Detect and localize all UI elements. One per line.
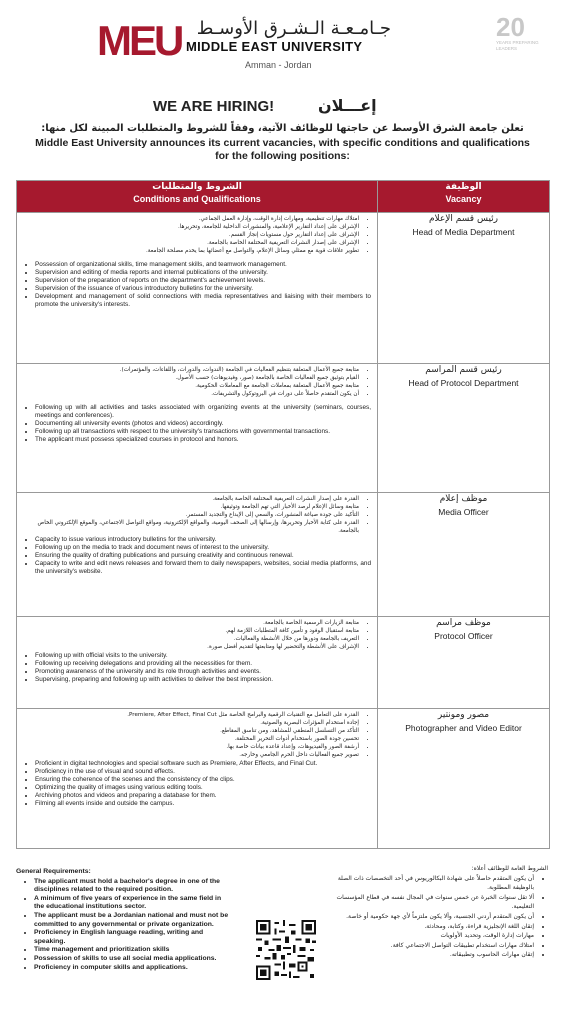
list-item: • الإشراف على إصدار النشرات التعريفية المختلفة الخاصة بالجامعة. — [23, 239, 359, 247]
conditions-header-ar: الشروط والمتطلبات — [152, 182, 242, 192]
list-item: • إتقان اللغة الإنجليزية قراءة، وكتابة، ومحادثة. — [330, 922, 534, 932]
vacancy-title-en: Head of Protocol Department — [408, 378, 519, 388]
list-item: • Capacity to write and edit news releases and forward them to daily newspapers, websites, social media platforms, and the university's website. — [35, 560, 371, 576]
list-item: • القدرة على كتابة الأخبار وتحريرها، وإرسالها إلى الصحف اليومية، والمواقع الإلكترونية، ومواقع التواصل الاجتماعي، والموقع الإلكتروني الخاص بالجامعة. — [23, 519, 359, 535]
vacancy-title-ar: موظف مراسم — [436, 618, 491, 628]
list-item: • Following up with official visits to the university. — [35, 652, 371, 660]
list-item: • القيام بتوثيق جميع الفعاليات الخاصة بالجامعة (صور، وفيديوهات) حسب الأصول. — [23, 374, 359, 382]
vacancy-title-ar: موظف إعلام — [439, 494, 488, 504]
vacancy-title-en: Media Officer — [438, 507, 489, 517]
conditions-cell — [17, 213, 378, 364]
list-item: • Supervision of the preparation of reports on the department's achievement levels. — [35, 277, 371, 285]
conditions-ar-list — [23, 711, 371, 759]
conditions-header-en: Conditions and Qualifications — [133, 194, 261, 204]
hiring-title — [0, 98, 565, 122]
list-item: • Proficiency in English language reading, writing and speaking. — [34, 929, 230, 946]
list-item: • Following up all transactions with respect to the university's transactions with governmental transactions. — [35, 428, 371, 436]
list-item: • إتقان مهارات الحاسوب وتطبيقاته. — [330, 950, 534, 960]
list-item: • The applicant must be a Jordanian national and must not be committed to any governmental or private organization. — [34, 912, 230, 929]
conditions-cell — [17, 617, 378, 709]
list-item: • إجادة استخدام المؤثرات البصرية والصوتية. — [23, 719, 359, 727]
list-item: • Documenting all university events (photos and videos) accordingly. — [35, 420, 371, 428]
list-item: • الإشراف على إعداد التقارير الإعلامية، والمنشورات الداخلية للجامعة، وتحريرها. — [23, 223, 359, 231]
vacancy-header-en: Vacancy — [445, 194, 482, 204]
table-row — [17, 709, 550, 849]
conditions-ar-list — [23, 215, 371, 255]
list-item: • Filming all events inside and outside the campus. — [35, 800, 371, 808]
vacancy-title-ar: مصور ومونتير — [437, 710, 490, 720]
list-item: • متابعة جميع الأعمال المتعلقة بتنظيم الفعاليات في الجامعة (الندوات، والدورات، واللقاءات، والمؤتمرات). — [23, 366, 359, 374]
list-item: • A minimum of five years of experience in the same field in the educational institutions sector. — [34, 895, 230, 912]
general-requirements — [0, 862, 565, 1024]
list-item: • متابعة استقبال الوفود و تأمين كافة المتطلبات اللازمة لهم. — [23, 627, 359, 635]
table-row — [17, 364, 550, 493]
university-location: Amman - Jordan — [245, 60, 312, 70]
list-item: • التأكد من التسلسل المنطقي للمشاهد، ومن تناسق المقاطع. — [23, 727, 359, 735]
list-item: • التأكيد على جودة صياغة المنشورات، والسعي إلى الإبداع والتجديد المستمر. — [23, 511, 359, 519]
vacancy-cell — [378, 617, 550, 709]
list-item: • أن يكون المتقدم حاصلاً على شهادة البكالوريوس في أحد التخصصات ذات الصلة بالوظيفة المطلوبة. — [330, 874, 534, 893]
list-item: • تصوير جميع الفعاليات داخل الحرم الجامعي وخارجه. — [23, 751, 359, 759]
intro-ar: تعلن جامعة الشرق الأوسط عن حاجتها للوظائف الآتية، وفقاً للشروط والمتطلبات المبينة لكل منها: — [41, 123, 524, 134]
list-item: • Ensuring the quality of drafting publications and pursuing creativity and continuous renewal. — [35, 552, 371, 560]
intro-en: Middle East University announces its current vacancies, with specific conditions and qualifications for the following positions: — [35, 137, 530, 162]
university-name-en: MIDDLE EAST UNIVERSITY — [186, 39, 363, 54]
vacancy-title-en: Head of Media Department — [412, 227, 515, 237]
table-row — [17, 493, 550, 617]
anniversary-logo — [496, 14, 548, 54]
list-item: • التعريف بالجامعة ودورها من خلال الأنشطة والفعاليات. — [23, 635, 359, 643]
requirements-en-list — [16, 878, 230, 973]
list-item: • أن يكون المتقدم حاصلاً على دورات في البروتوكول والتشريفات. — [23, 390, 359, 398]
list-item: • القدرة على إصدار النشرات التعريفية المختلفة الخاصة بالجامعة. — [23, 495, 359, 503]
list-item: • Time management and prioritization skills — [34, 946, 230, 955]
conditions-ar-list — [23, 619, 371, 651]
table-header-row — [17, 181, 550, 213]
general-requirements-en — [16, 868, 230, 972]
list-item: • Following up on the media to track and document news of interest to the university. — [35, 544, 371, 552]
list-item: • Capacity to issue various introductory bulletins for the university. — [35, 536, 371, 544]
table-row — [17, 213, 550, 364]
list-item: • Promoting awareness of the university and its role through activities and events. — [35, 668, 371, 676]
conditions-en-list — [23, 536, 371, 576]
table-row — [17, 617, 550, 709]
anniversary-number: 20 — [496, 12, 525, 42]
vacancy-title-en: Photographer and Video Editor — [405, 723, 522, 733]
conditions-cell — [17, 493, 378, 617]
header — [0, 0, 565, 86]
list-item: • Proficiency in computer skills and applications. — [34, 964, 230, 973]
list-item: • امتلاك مهارات استخدام تطبيقات التواصل الاجتماعي كافة. — [330, 941, 534, 951]
vacancy-header-ar: الوظيفة — [445, 182, 482, 192]
list-item: • الإشراف على إعداد التقارير حول مستويات إنجاز القسم. — [23, 231, 359, 239]
list-item: • ألا تقل سنوات الخبرة عن خمس سنوات في المجال نفسه في قطاع المؤسسات التعليمية. — [330, 893, 534, 912]
conditions-en-list — [23, 652, 371, 684]
vacancies-table — [16, 180, 550, 849]
requirements-ar-list — [330, 874, 548, 960]
list-item: • تطوير علاقات قوية مع ممثلي وسائل الإعلام، والتواصل مع أعضائها بما يخدم مصلحة الجامعة. — [23, 247, 359, 255]
vacancy-cell — [378, 213, 550, 364]
list-item: • متابعة جميع الأعمال المتعلقة بمعاملات الجامعة مع المعاملات الحكومية. — [23, 382, 359, 390]
conditions-ar-list — [23, 366, 371, 398]
conditions-cell — [17, 709, 378, 849]
conditions-en-list — [23, 760, 371, 808]
list-item: • Supervision of the issuance of various introductory bulletins for the university. — [35, 285, 371, 293]
list-item: • Development and management of solid connections with media representatives and liaising with their members to promote the university's interests. — [35, 293, 371, 309]
list-item: • Ensuring the coherence of the scenes and the consistency of the clips. — [35, 776, 371, 784]
conditions-header — [17, 181, 378, 213]
list-item: • Supervision and editing of media reports and internal publications of the university. — [35, 269, 371, 277]
list-item: • The applicant must hold a bachelor's degree in one of the disciplines related to the required position. — [34, 878, 230, 895]
vacancy-title-ar: رئيس قسم المراسم — [425, 365, 502, 375]
vacancy-title-ar: رئيس قسم الإعلام — [428, 214, 499, 224]
list-item: • متابعة وسائل الإعلام لرصد الأخبار التي تهم الجامعة وتوثيقها. — [23, 503, 359, 511]
list-item: • Optimizing the quality of images using various editing tools. — [35, 784, 371, 792]
vacancy-cell — [378, 364, 550, 493]
list-item: • مهارات إدارة الوقت، وتحديد الأولويات — [330, 931, 534, 941]
list-item: • Following up with all activities and tasks associated with organizing events at the university (seminars, courses, meetings and conferences). — [35, 404, 371, 420]
list-item: • Following up receiving delegations and providing all the necessities for them. — [35, 660, 371, 668]
requirements-title-ar: الشروط العامة للوظائف أعلاه: — [471, 865, 548, 872]
list-item: • أن يكون المتقدم أردني الجنسية، وألا يكون ملتزماً لأي جهة حكومية أو خاصة. — [330, 912, 534, 922]
list-item: • Proficiency in the use of visual and sound effects. — [35, 768, 371, 776]
list-item: • امتلاك مهارات تنظيمية، ومهارات إدارة الوقت، وإدارة العمل الجماعي. — [23, 215, 359, 223]
list-item: • Proficient in digital technologies and special software such as Premiere, After Effects, and Final Cut. — [35, 760, 371, 768]
list-item: • الإشراف على الأنشطة والتحضير لها ومتابعتها لتقديم أفضل صورة. — [23, 643, 359, 651]
list-item: • متابعة الزيارات الرسمية الخاصة بالجامعة. — [23, 619, 359, 627]
anniversary-text: YEARS PREPARING LEADERS — [496, 40, 539, 51]
conditions-ar-list — [23, 495, 371, 535]
list-item: • Possession of skills to use all social media applications. — [34, 955, 230, 964]
requirements-title-en: General Requirements: — [16, 868, 91, 875]
hiring-title-ar: إعـــلان — [318, 96, 377, 115]
list-item: • تحسين جودة الصور باستخدام أدوات التحرير المختلفة. — [23, 735, 359, 743]
qr-code[interactable] — [256, 920, 316, 980]
vacancy-title-en: Protocol Officer — [434, 631, 493, 641]
meu-logo: MEU — [97, 17, 182, 64]
vacancy-header — [378, 181, 550, 213]
list-item: • أرشفة الصور والفيديوهات، وإعداد قاعدة بيانات خاصة بها. — [23, 743, 359, 751]
conditions-en-list — [23, 404, 371, 444]
list-item: • القدرة على التعامل مع التقنيات الرقمية والبرامج الخاصة مثل Premiere, After Effect, Final Cut. — [23, 711, 359, 719]
list-item: • Possession of organizational skills, time management skills, and teamwork management. — [35, 261, 371, 269]
hiring-title-en: WE ARE HIRING! — [153, 98, 275, 115]
general-requirements-ar — [330, 864, 548, 960]
list-item: • Supervising, preparing and following up with activities to deliver the best impression. — [35, 676, 371, 684]
university-name-ar: جـامـعـة الـشـرق الأوسـط — [196, 18, 391, 39]
list-item: • Archiving photos and videos and preparing a database for them. — [35, 792, 371, 800]
vacancy-cell — [378, 493, 550, 617]
conditions-en-list — [23, 261, 371, 309]
conditions-cell — [17, 364, 378, 493]
vacancy-cell — [378, 709, 550, 849]
list-item: • The applicant must possess specialized courses in protocol and honors. — [35, 436, 371, 444]
